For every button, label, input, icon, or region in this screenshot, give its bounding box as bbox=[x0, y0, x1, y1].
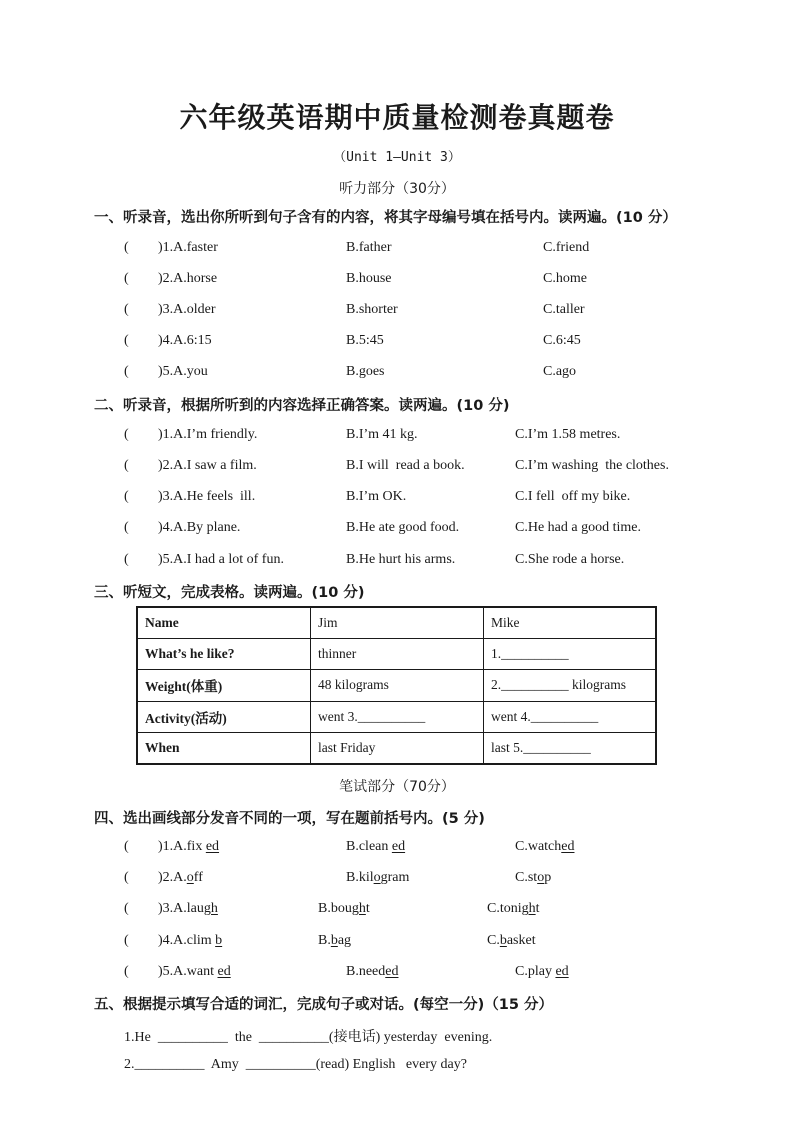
underlined-letters: ed bbox=[561, 839, 575, 854]
question-row bbox=[0, 839, 794, 861]
option-text: t bbox=[365, 901, 370, 916]
option-text: t bbox=[535, 901, 540, 916]
option-a: )5.A.you bbox=[158, 364, 208, 379]
question-row bbox=[0, 240, 794, 262]
option-b: B.father bbox=[346, 240, 392, 255]
underlined-letters: o bbox=[186, 870, 194, 885]
underlined-letters: b bbox=[499, 933, 507, 948]
answer-bracket: ( bbox=[124, 964, 129, 979]
question-row bbox=[0, 552, 794, 574]
answer-bracket: ( bbox=[124, 240, 129, 255]
underlined-letters: ed bbox=[385, 964, 399, 979]
option-a: )4.A.6:15 bbox=[158, 333, 212, 348]
option-text: ff bbox=[193, 870, 203, 885]
table-cell: went 3.__________ bbox=[311, 701, 484, 732]
table-cell: What’s he like? bbox=[137, 639, 311, 670]
underlined-letters: gh bbox=[203, 901, 218, 916]
option-c: C.He had a good time. bbox=[515, 520, 641, 535]
table-cell: went 4.__________ bbox=[484, 701, 657, 732]
underlined-letters: gh bbox=[351, 901, 366, 916]
answer-bracket: ( bbox=[124, 839, 129, 854]
question-row bbox=[0, 489, 794, 511]
question-row bbox=[0, 364, 794, 386]
option-c bbox=[487, 901, 540, 917]
question-row bbox=[0, 333, 794, 355]
option-a: )4.A.By plane. bbox=[158, 520, 241, 535]
option-b bbox=[346, 964, 398, 980]
option-b: B.5:45 bbox=[346, 333, 384, 348]
option-b: B.house bbox=[346, 271, 392, 286]
table-cell: Mike bbox=[484, 607, 657, 639]
question-row bbox=[0, 964, 794, 986]
option-text: )2.A. bbox=[158, 870, 187, 885]
underlined-letters: gh bbox=[521, 901, 536, 916]
option-a bbox=[158, 964, 231, 980]
option-b: B.He ate good food. bbox=[346, 520, 460, 535]
answer-bracket: ( bbox=[124, 552, 129, 567]
table-cell: last 5.__________ bbox=[484, 732, 657, 764]
option-b bbox=[318, 901, 370, 917]
option-a: )3.A.older bbox=[158, 302, 216, 317]
question-row bbox=[0, 520, 794, 542]
option-text: )5.A.want bbox=[158, 964, 218, 979]
option-b bbox=[346, 870, 409, 886]
info-table bbox=[136, 606, 657, 765]
answer-bracket: ( bbox=[124, 333, 129, 348]
underlined-letters: ed bbox=[205, 839, 220, 854]
option-c bbox=[515, 839, 574, 855]
option-text: B.bou bbox=[318, 901, 352, 916]
answer-bracket: ( bbox=[124, 458, 129, 473]
underlined-letters: ed bbox=[217, 964, 231, 979]
table-row bbox=[137, 670, 656, 701]
option-text: B.kil bbox=[346, 870, 374, 885]
option-c: C.I’m washing the clothes. bbox=[515, 458, 669, 473]
answer-bracket: ( bbox=[124, 870, 129, 885]
option-text: C.play bbox=[515, 964, 556, 979]
option-text: ag bbox=[337, 933, 352, 948]
table-row bbox=[137, 701, 656, 732]
answer-bracket: ( bbox=[124, 302, 129, 317]
option-b: B.I’m OK. bbox=[346, 489, 407, 504]
option-a: )1.A.faster bbox=[158, 240, 218, 255]
option-c: C.She rode a horse. bbox=[515, 552, 625, 567]
table-cell: thinner bbox=[311, 639, 484, 670]
underlined-letters: ed bbox=[555, 964, 569, 979]
option-c: C.home bbox=[543, 271, 587, 286]
option-text: B. bbox=[318, 933, 331, 948]
option-c: C.taller bbox=[543, 302, 585, 317]
underlined-letters: ed bbox=[391, 839, 406, 854]
table-row bbox=[137, 732, 656, 764]
answer-bracket: ( bbox=[124, 520, 129, 535]
underlined-letters: o bbox=[537, 870, 545, 885]
option-c bbox=[515, 964, 569, 980]
answer-bracket: ( bbox=[124, 489, 129, 504]
option-text: C.watch bbox=[515, 839, 562, 854]
option-c: C.I fell off my bike. bbox=[515, 489, 631, 504]
option-c: C.ago bbox=[543, 364, 577, 379]
option-a bbox=[158, 839, 219, 855]
option-text: gram bbox=[380, 870, 410, 885]
question-row bbox=[0, 302, 794, 324]
section3-heading: 三、听短文，完成表格。读两遍。(10 分) bbox=[94, 585, 365, 601]
section2-heading: 二、听录音，根据所听到的内容选择正确答案。读两遍。(10 分) bbox=[94, 398, 510, 414]
question-row bbox=[0, 870, 794, 892]
option-b: B.shorter bbox=[346, 302, 398, 317]
page-title: 六年级英语期中质量检测卷真题卷 bbox=[179, 101, 615, 134]
answer-bracket: ( bbox=[124, 364, 129, 379]
option-text: )4.A.clim bbox=[158, 933, 216, 948]
option-text: p bbox=[544, 870, 552, 885]
option-b: B.I will read a book. bbox=[346, 458, 465, 473]
option-a: )2.A.I saw a film. bbox=[158, 458, 257, 473]
option-text: B.clean bbox=[346, 839, 392, 854]
question-row bbox=[0, 427, 794, 449]
option-text: asket bbox=[506, 933, 536, 948]
writing-part-heading: 笔试部分（70分） bbox=[339, 779, 455, 795]
table-cell: last Friday bbox=[311, 732, 484, 764]
section1-heading: 一、听录音，选出你所听到句子含有的内容，将其字母编号填在括号内。读两遍。(10 分） bbox=[94, 210, 677, 226]
underlined-letters: b bbox=[215, 933, 223, 948]
table-cell: When bbox=[137, 732, 311, 764]
option-text: C. bbox=[487, 933, 500, 948]
option-b: B.goes bbox=[346, 364, 385, 379]
option-a: )3.A.He feels ill. bbox=[158, 489, 256, 504]
option-text: C.st bbox=[515, 870, 538, 885]
underlined-letters: b bbox=[330, 933, 338, 948]
table-cell: Weight(体重) bbox=[137, 670, 311, 701]
option-b bbox=[318, 933, 351, 949]
option-a: )5.A.I had a lot of fun. bbox=[158, 552, 284, 567]
option-a bbox=[158, 933, 222, 949]
section5-heading: 五、根据提示填写合适的词汇，完成句子或对话。(每空一分)（15 分） bbox=[94, 997, 553, 1013]
option-a bbox=[158, 901, 218, 917]
option-a: )1.A.I’m friendly. bbox=[158, 427, 258, 442]
section4-heading: 四、选出画线部分发音不同的一项，写在题前括号内。(5 分) bbox=[94, 811, 485, 827]
underlined-letters: o bbox=[373, 870, 381, 885]
option-b: B.I’m 41 kg. bbox=[346, 427, 418, 442]
table-cell: Activity(活动) bbox=[137, 701, 311, 732]
option-c bbox=[487, 933, 536, 949]
fill-in-sentence-1: 1.He __________ the __________(接电话) yesterday evening. bbox=[124, 1030, 493, 1045]
option-a bbox=[158, 870, 203, 886]
option-a: )2.A.horse bbox=[158, 271, 218, 286]
answer-bracket: ( bbox=[124, 901, 129, 916]
option-text: C.toni bbox=[487, 901, 522, 916]
table-cell: 1.__________ bbox=[484, 639, 657, 670]
listening-part-heading: 听力部分（30分） bbox=[339, 181, 455, 197]
question-row bbox=[0, 271, 794, 293]
answer-bracket: ( bbox=[124, 271, 129, 286]
table-cell: Name bbox=[137, 607, 311, 639]
option-text: )1.A.fix bbox=[158, 839, 206, 854]
option-b bbox=[346, 839, 405, 855]
option-c: C.friend bbox=[543, 240, 590, 255]
table-cell: 2.__________ kilograms bbox=[484, 670, 657, 701]
option-b: B.He hurt his arms. bbox=[346, 552, 456, 567]
option-text: )3.A.lau bbox=[158, 901, 204, 916]
option-c: C.6:45 bbox=[543, 333, 581, 348]
page-subtitle: （Unit 1—Unit 3） bbox=[333, 150, 461, 165]
answer-bracket: ( bbox=[124, 933, 129, 948]
question-row bbox=[0, 933, 794, 955]
option-c bbox=[515, 870, 551, 886]
table-cell: 48 kilograms bbox=[311, 670, 484, 701]
table-row bbox=[137, 639, 656, 670]
question-row bbox=[0, 901, 794, 923]
answer-bracket: ( bbox=[124, 427, 129, 442]
fill-in-sentence-2: 2.__________ Amy __________(read) English every day? bbox=[124, 1057, 467, 1072]
option-text: B.need bbox=[346, 964, 386, 979]
table-row bbox=[137, 607, 656, 639]
table-cell: Jim bbox=[311, 607, 484, 639]
question-row bbox=[0, 458, 794, 480]
option-c: C.I’m 1.58 metres. bbox=[515, 427, 621, 442]
